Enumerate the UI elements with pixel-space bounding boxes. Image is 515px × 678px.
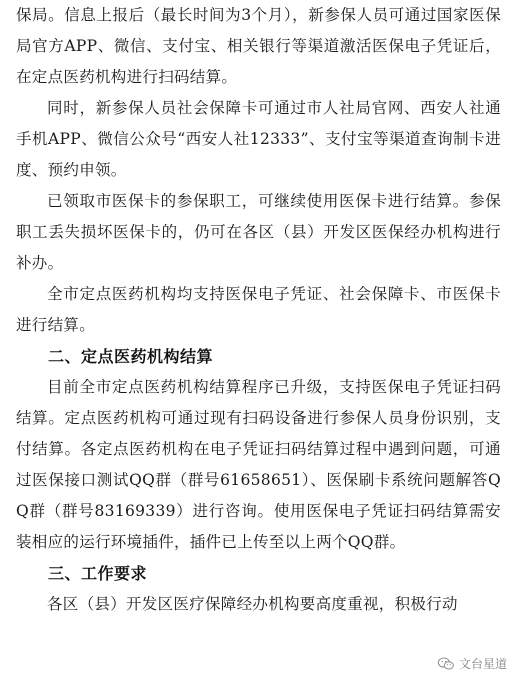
paragraph-1: 保局。信息上报后（最长时间为3个月），新参保人员可通过国家医保局官方APP、微信、支付宝、相关银行等渠道激活医保电子凭证后，在定点医药机构进行扫码结算。 <box>16 6 501 86</box>
wechat-icon <box>437 657 455 671</box>
watermark-text: 文台星道 <box>458 657 507 671</box>
paragraph-4: 全市定点医药机构均支持医保电子凭证、社会保障卡、市医保卡进行结算。 <box>16 285 501 334</box>
paragraph-6: 各区（县）开发区医疗保障经办机构要高度重视，积极行动 <box>47 595 458 613</box>
watermark <box>437 655 507 672</box>
paragraph-5: 目前全市定点医药机构结算程序已升级，支持医保电子凭证扫码结算。定点医药机构可通过现有扫码设备进行参保人员身份识别，支付结算。各定点医药机构在电子凭证扫码结算过程中遇到问题，可通过医保接口测试QQ群（群号61658651）、医保刷卡系统问题解答QQ群（群号83169339）进行咨询。使用医保电子凭证扫码结算需安装相应的运行环境插件，插件已上传至以上两个QQ群。 <box>16 378 501 551</box>
section-heading-2: 二、定点医药机构结算 <box>48 347 214 366</box>
section-heading-3: 三、工作要求 <box>48 564 148 583</box>
paragraph-3: 已领取市医保卡的参保职工，可继续使用医保卡进行结算。参保职工丢失损坏医保卡的，仍可在各区（县）开发区医保经办机构进行补办。 <box>16 192 501 272</box>
paragraph-2: 同时，新参保人员社会保障卡可通过市人社局官网、西安人社通手机APP、微信公众号“西安人社12333”、支付宝等渠道查询制卡进度、预约申领。 <box>16 99 501 179</box>
